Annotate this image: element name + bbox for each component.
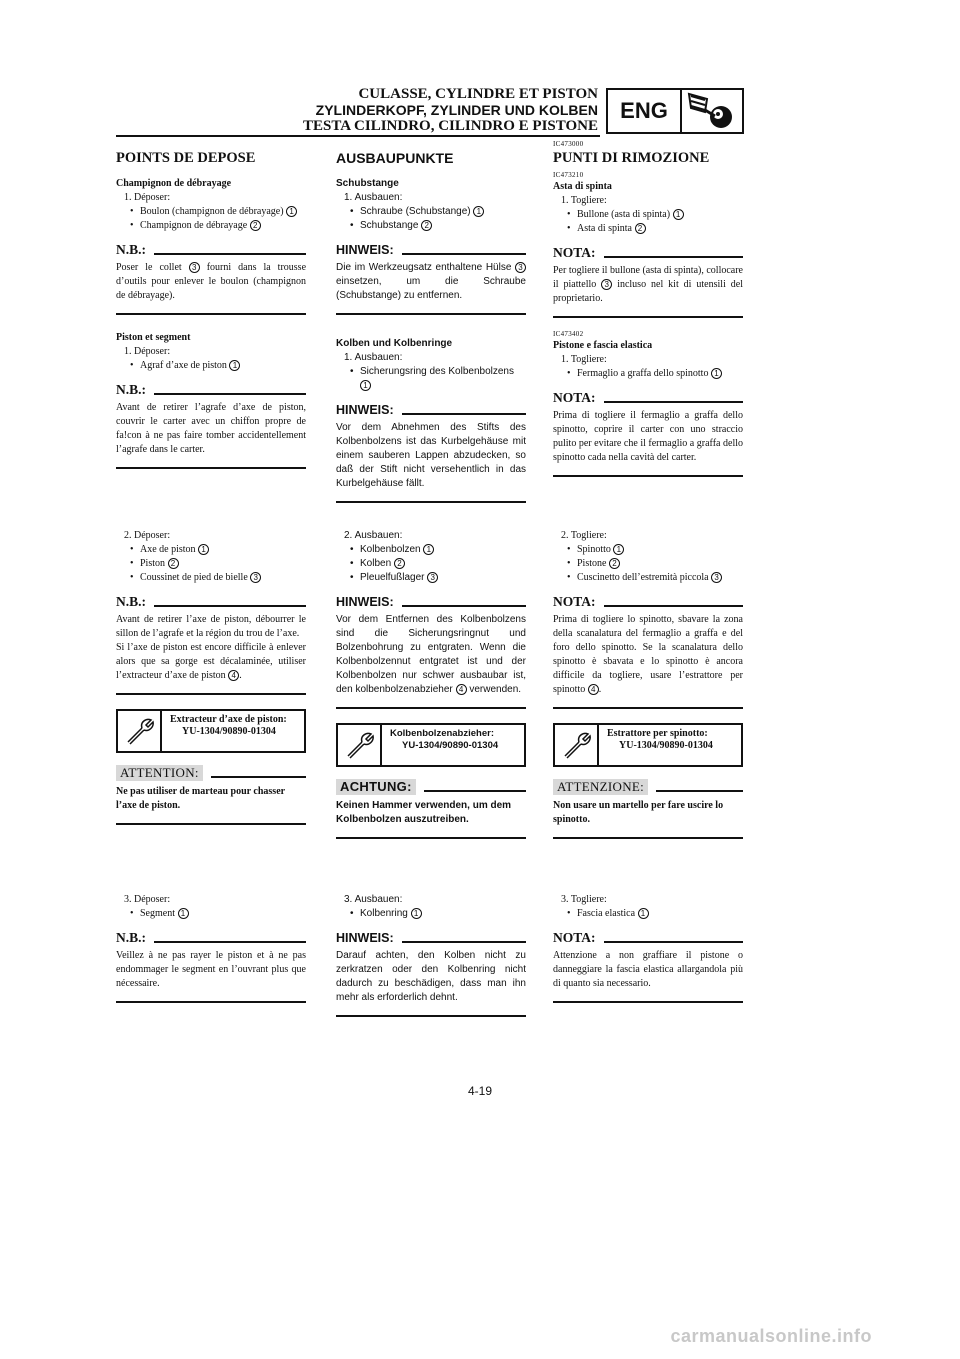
it-s3-b3: • Cuscinetto dell’estremità piccola 3 [553, 571, 743, 585]
fr-s1-note: Poser le collet 3 fourni dans la trousse d’outils pour enlever le boulon (champignon de débrayage). [116, 262, 307, 301]
fr-s2-title: Piston et segment [116, 332, 191, 343]
fr-s2-note: Avant de retirer l’agrafe d’axe de piston, couvrir le carter avec un chiffon propre de fa!con à ne pas faire tomber accidentellement l’agrafe dans le carter. [116, 402, 306, 455]
fr-s3-b3: • Coussinet de pied de bielle 3 [116, 571, 306, 585]
section-tag: ENG [608, 90, 682, 132]
de-step3-section [336, 893, 526, 1017]
de-tool-name: Kolbenbolzenabzieher: [390, 728, 494, 739]
it-s3-step: 2. Togliere: [561, 530, 607, 541]
header-title-it: TESTA CILINDRO, CILINDRO E PISTONE [303, 118, 598, 134]
fr-tool-code: YU-1304/90890-01304 [182, 726, 276, 737]
section-header [303, 86, 598, 134]
it-code-main: IC473000 [553, 140, 584, 148]
fr-nb-2: N.B.: [116, 382, 306, 398]
fr-s1-b2: • Champignon de débrayage 2 [116, 219, 306, 233]
fr-tool-name: Extracteur d’axe de piston: [170, 714, 287, 725]
fr-s4-b1: • Segment 1 [116, 907, 306, 921]
fr-s3-step: 2. Déposer: [124, 530, 171, 541]
it-nb-2: NOTA: [553, 390, 743, 406]
fr-nb-1: N.B.: [116, 242, 306, 258]
it-s4-b1: • Fascia elastica 1 [553, 907, 743, 921]
de-s4-step: 3. Ausbauen: [344, 894, 403, 905]
column-french [116, 140, 306, 469]
it-s1-title: Asta di spinta [553, 181, 612, 192]
de-nb-3: HINWEIS: [336, 594, 526, 610]
fr-title: POINTS DE DEPOSE [116, 150, 256, 166]
fr-s3-b2: • Piston 2 [116, 557, 306, 571]
fr-attention: ATTENTION: [116, 765, 306, 781]
it-s2-step: 1. Togliere: [561, 354, 607, 365]
fr-nb-4: N.B.: [116, 930, 306, 946]
fr-step3-section [116, 893, 306, 1003]
de-s3-b2: • Kolben 2 [336, 557, 526, 571]
header-title-fr: CULASSE, CYLINDRE ET PISTON [358, 86, 598, 102]
it-s3-b1: • Spinotto 1 [553, 543, 743, 557]
it-s4-step: 3. Togliere: [561, 894, 607, 905]
it-s1-b2: • Asta di spinta 2 [553, 222, 743, 236]
it-s2-b1: • Fermaglio a graffa dello spinotto 1 [553, 367, 743, 381]
de-s3-step: 2. Ausbauen: [344, 530, 403, 541]
it-step3-section [553, 893, 743, 1003]
it-nb-3: NOTA: [553, 594, 743, 610]
fr-s3-note: Avant de retirer l’axe de piston, débourrer le sillon de l’agrafe et la région du trou de l’axe. Si l’axe de piston est encore difficile à enlever alors que sa gorge est décalaminée, utiliser l’extracteur d’axe de piston 4 . [116, 614, 306, 681]
section-tag-box [606, 88, 744, 134]
it-title: PUNTI DI RIMOZIONE [553, 150, 710, 166]
de-s2-title: Kolben und Kolbenringe [336, 338, 453, 349]
it-s4-note: Attenzione a non graffiare il pistone o danneggiare la fascia elastica allargandola più di quanto sia necessario. [553, 950, 743, 989]
column-german [336, 140, 526, 503]
it-s2-title: Pistone e fascia elastica [553, 340, 653, 351]
de-step2-section [336, 529, 526, 839]
de-attention: ACHTUNG: [336, 779, 526, 795]
de-s1-b1: • Schraube (Schubstange) 1 [336, 205, 526, 219]
watermark: carmanualsonline.info [670, 1326, 872, 1346]
it-tool-box [553, 723, 743, 767]
fr-s1-title: Champignon de débrayage [116, 178, 232, 189]
it-s2-note: Prima di togliere il fermaglio a graffa dello spinotto, coprire il carter con uno straccio pulito per evitare che il fermaglio a graffa dello spinotto cada nella cavità del carter. [553, 410, 743, 463]
wrench-icon [338, 725, 380, 765]
fr-s2-b1: • Agraf d’axe de piston 1 [116, 359, 306, 373]
engine-icon [682, 90, 742, 132]
wrench-icon [555, 725, 597, 765]
it-nb-1: NOTA: [553, 245, 743, 261]
de-s4-note: Darauf achten, den Kolben nicht zu zerkratzen oder den Kolbenring nicht dadurch zu beschädigen, dass man ihn mehr als erforderlich dehnt. [336, 950, 526, 1003]
fr-tool-box [116, 709, 306, 753]
fr-att-text: Ne pas utiliser de marteau pour chasser l’axe de piston. [116, 786, 285, 811]
de-s3-note: Vor dem Entfernen des Kolbenbolzens sind die Sicherungsringnut und Bolzenbohrung zu entgraten. Wenn die Kolbenbolzennut entgratet ist und der Kolbenbolzen nur schwer ausbaubar ist, den kolbenbolzenabzieher 4 verwenden. [336, 614, 526, 695]
it-step2-section [553, 529, 743, 839]
de-s1-b2: • Schubstange 2 [336, 219, 526, 233]
it-code-s2: IC473402 [553, 330, 584, 338]
de-s2-step: 1. Ausbauen: [344, 352, 403, 363]
it-s1-note: Per togliere il bullone (asta di spinta), collocare il piattello 3 incluso nel kit di utensili del proprietario. [553, 265, 744, 304]
it-tool-code: YU-1304/90890-01304 [619, 740, 713, 751]
de-s3-b1: • Kolbenbolzen 1 [336, 543, 526, 557]
fr-s4-note: Veillez à ne pas rayer le piston et à ne pas endommager le segment en l’ouvrant plus que nécessaire. [116, 950, 306, 989]
de-tool-box [336, 723, 526, 767]
fr-s4-step: 3. Déposer: [124, 894, 171, 905]
fr-s2-step: 1. Déposer: [124, 346, 171, 357]
it-attention: ATTENZIONE: [553, 779, 743, 795]
column-italian [553, 140, 743, 477]
it-att-text: Non usare un martello per fare uscire lo spinotto. [553, 800, 724, 825]
fr-nb-3: N.B.: [116, 594, 306, 610]
it-s1-step: 1. Togliere: [561, 195, 607, 206]
fr-step2-section [116, 529, 306, 825]
page-number: 4-19 [467, 1084, 493, 1098]
it-s3-b2: • Pistone 2 [553, 557, 743, 571]
de-s2-note: Vor dem Abnehmen des Stifts des Kolbenbolzens ist das Kurbelgehäuse mit einem sauberen Lappen abzudecken, so daß der Stift nicht versehentlich in das Kurbelgehäuse fällt. [336, 422, 526, 489]
de-nb-2: HINWEIS: [336, 402, 526, 418]
header-title-de: ZYLINDERKOPF, ZYLINDER UND KOLBEN [315, 102, 598, 118]
it-code-s1: IC473210 [553, 171, 584, 179]
de-nb-4: HINWEIS: [336, 930, 526, 946]
de-att-text: Keinen Hammer verwenden, um dem Kolbenbolzen auszutreiben. [336, 800, 512, 825]
it-s3-note: Prima di togliere lo spinotto, sbavare la zona della scanalatura del fermaglio a graffa e del foro dello spinotto. Se la scanalatura dello spinotto è sbavata e lo spinotto è ancora difficile da togliere, usare l’estrattore per spinotto 4 . [553, 614, 743, 695]
fr-s1-step: 1. Déposer: [124, 192, 171, 203]
de-s3-b3: • Pleuelfußlager 3 [336, 571, 526, 585]
fr-s1-b1: • Boulon (champignon de débrayage) 1 [116, 205, 306, 219]
de-s4-b1: • Kolbenring 1 [336, 907, 526, 921]
de-s1-step: 1. Ausbauen: [344, 192, 403, 203]
header-rule [116, 135, 600, 137]
de-tool-code: YU-1304/90890-01304 [402, 740, 499, 751]
it-tool-name: Estrattore per spinotto: [607, 728, 708, 739]
it-nb-4: NOTA: [553, 930, 743, 946]
de-title: AUSBAUPUNKTE [336, 150, 454, 166]
de-s2-b1: • Sicherungsring des Kolbenbolzens 1 [336, 365, 526, 393]
it-s1-b1: • Bullone (asta di spinta) 1 [553, 208, 743, 222]
de-s1-note: Die im Werkzeugsatz enthaltene Hülse 3 einsetzen, um die Schraube (Schubstange) zu entfernen. [336, 262, 526, 301]
de-nb-1: HINWEIS: [336, 242, 526, 258]
de-s1-title: Schubstange [336, 178, 399, 189]
fr-s3-b1: • Axe de piston 1 [116, 543, 306, 557]
wrench-icon [118, 711, 160, 751]
